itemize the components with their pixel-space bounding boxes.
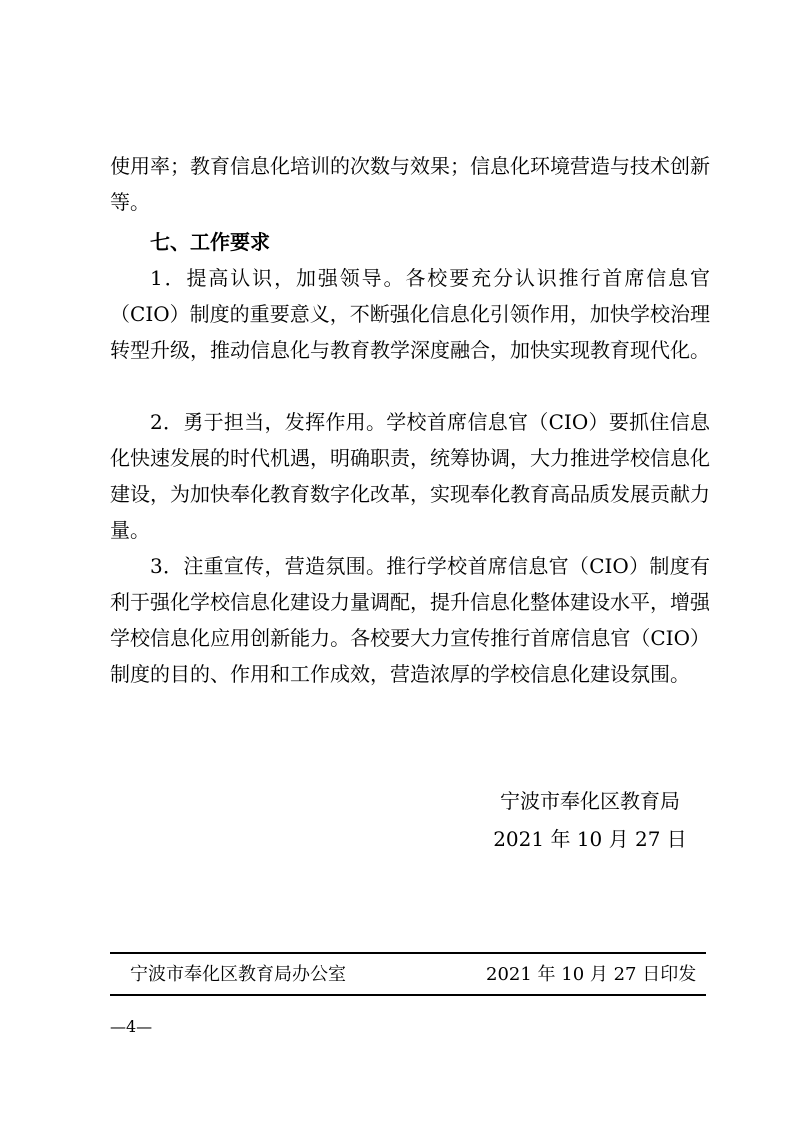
page-number: —4— bbox=[110, 1017, 153, 1036]
signature-organization: 宁波市奉化区教育局 bbox=[500, 789, 680, 813]
footer-top-rule bbox=[110, 952, 706, 954]
footer-bottom-rule bbox=[110, 994, 706, 996]
signature-date: 2021 年 10 月 27 日 bbox=[493, 827, 687, 851]
requirement-item-1: 1．提高认识，加强领导。各校要充分认识推行首席信息官（CIO）制度的重要意义，不断强化信息化引领作用，加快学校治理转型升级，推动信息化与教育教学深度融合，加快实现教育现代化。 bbox=[110, 266, 710, 362]
requirement-item-3: 3．注重宣传，营造氛围。推行学校首席信息官（CIO）制度有利于强化学校信息化建设力量调配，提升信息化整体建设水平，增强学校信息化应用创新能力。各校要大力宣传推行首席信息官（CIO）制度的目的、作用和工作成效，营造浓厚的学校信息化建设氛围。 bbox=[110, 554, 710, 686]
footer-issuer: 宁波市奉化区教育局办公室 bbox=[130, 964, 346, 985]
section-heading: 七、工作要求 bbox=[150, 230, 270, 254]
body-continuation: 使用率；教育信息化培训的次数与效果；信息化环境营造与技术创新等。 bbox=[110, 154, 710, 214]
requirement-item-2: 2．勇于担当，发挥作用。学校首席信息官（CIO）要抓住信息化快速发展的时代机遇，明确职责，统筹协调，大力推进学校信息化建设，为加快奉化教育数字化改革，实现奉化教育高品质发展贡献力量。 bbox=[110, 410, 710, 542]
footer-issue-date: 2021 年 10 月 27 日印发 bbox=[486, 964, 697, 985]
